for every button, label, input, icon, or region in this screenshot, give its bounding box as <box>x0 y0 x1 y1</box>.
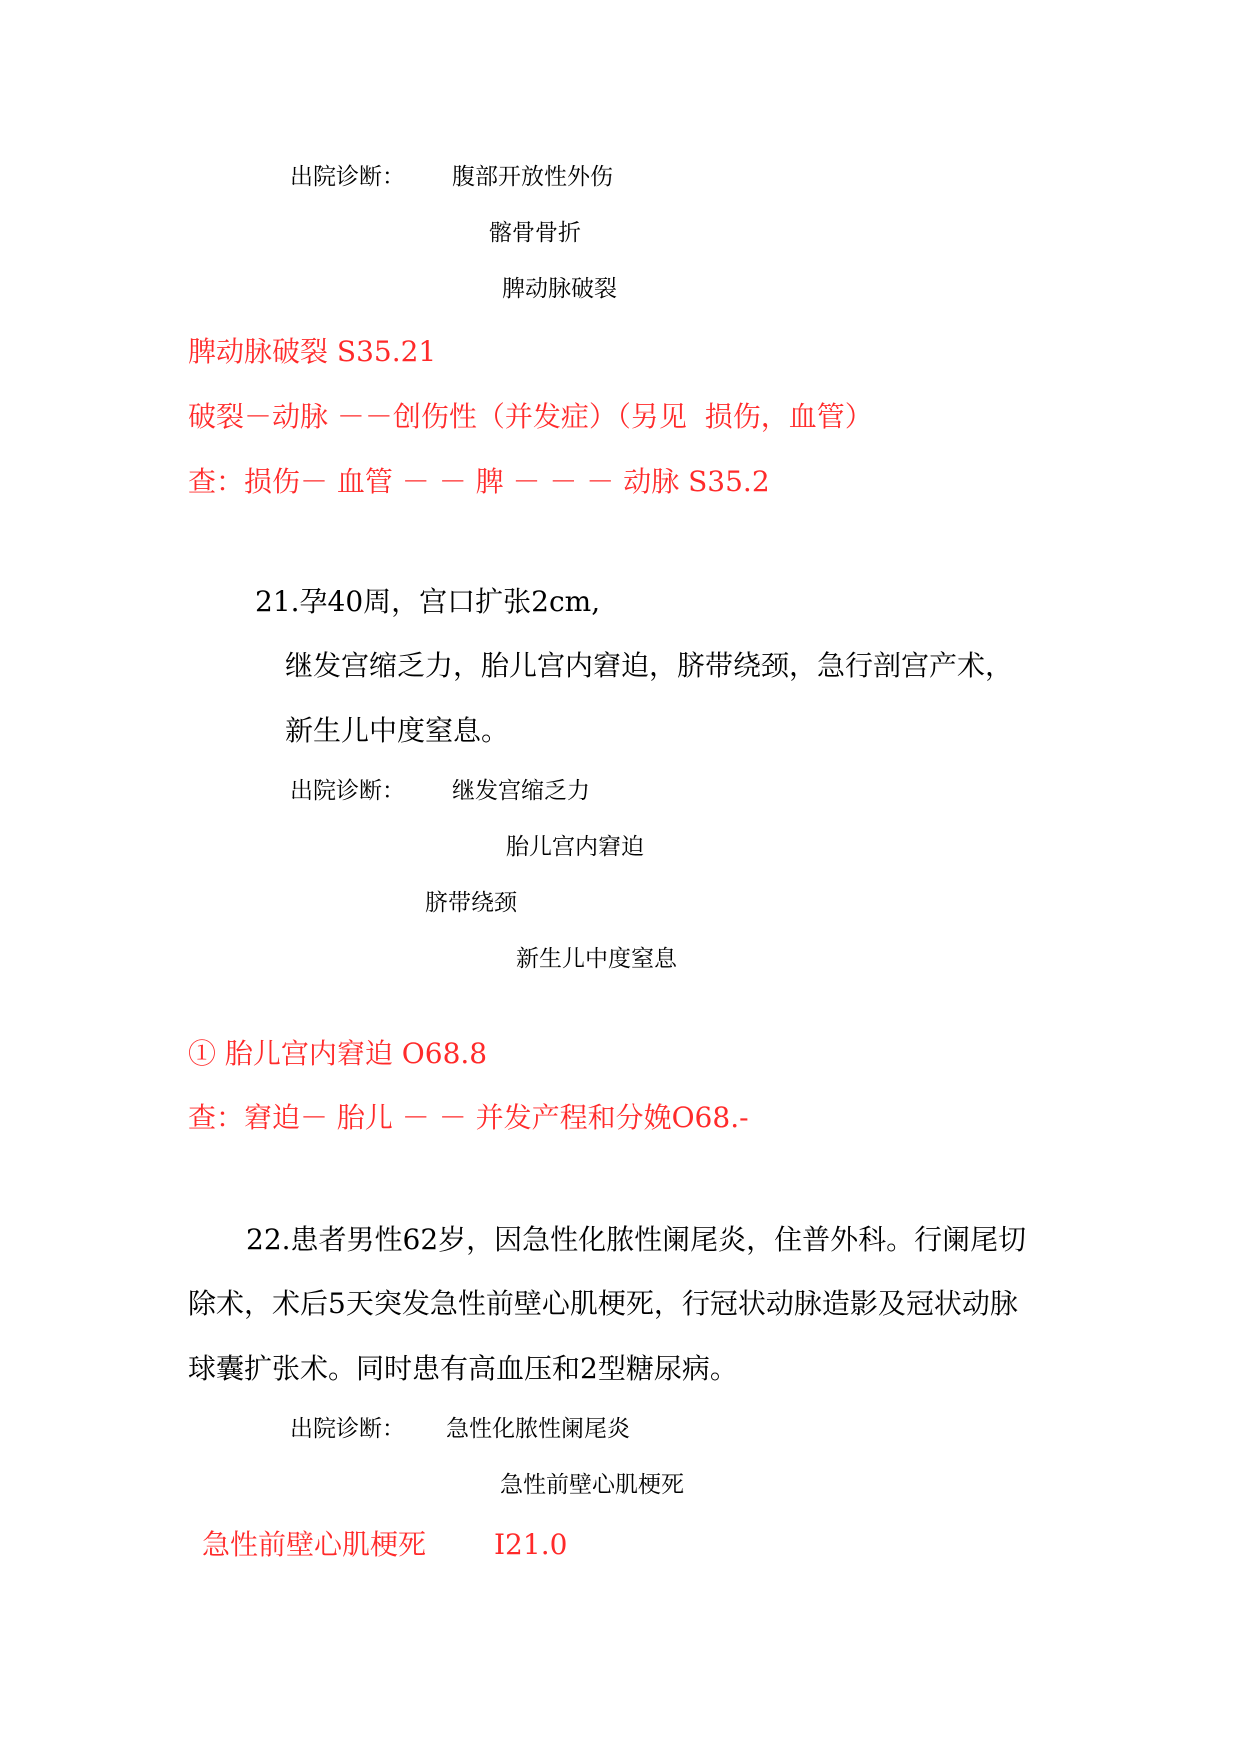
case21-diagnosis-4: 新生儿中度窒息 <box>516 946 677 972</box>
case21-code-line: ① 胎儿宫内窘迫 O68.8 <box>188 1037 488 1070</box>
case21-intro: 21.孕40周，宫口扩张2cm, <box>255 585 601 618</box>
case22-code-value: I21.0 <box>494 1528 568 1561</box>
case20-code-line: 脾动脉破裂 S35.21 <box>188 335 437 368</box>
case20-lookup-line: 查：损伤－ 血管 － － 脾 － － － 动脉 S35.2 <box>188 465 770 498</box>
case22-diagnosis-label: 出院诊断： <box>290 1416 405 1442</box>
case20-diagnosis-2: 髂骨骨折 <box>489 220 581 246</box>
case22-text-line-3: 球囊扩张术。同时患有高血压和2型糖尿病。 <box>188 1352 738 1385</box>
case22-code-name: 急性前壁心肌梗死 <box>202 1528 427 1561</box>
case21-description-2: 新生儿中度窒息。 <box>285 714 510 747</box>
case22-text-line-1: 22.患者男性62岁，因急性化脓性阑尾炎，住普外科。行阑尾切 <box>246 1223 1027 1256</box>
case22-diagnosis-2: 急性前壁心肌梗死 <box>500 1472 684 1498</box>
case21-diagnosis-1: 继发宫缩乏力 <box>452 778 590 804</box>
case21-description-1: 继发宫缩乏力，胎儿宫内窘迫，脐带绕颈，急行剖宫产术， <box>285 649 1014 682</box>
case21-diagnosis-2: 胎儿宫内窘迫 <box>506 834 644 860</box>
case20-diagnosis-label: 出院诊断： <box>290 164 405 190</box>
case22-diagnosis-1: 急性化脓性阑尾炎 <box>446 1416 630 1442</box>
case21-diagnosis-label: 出院诊断： <box>290 778 405 804</box>
case22-text-line-2: 除术，术后5天突发急性前壁心肌梗死，行冠状动脉造影及冠状动脉 <box>188 1287 1018 1320</box>
case20-diagnosis-1: 腹部开放性外伤 <box>452 164 613 190</box>
case21-lookup-line: 查：窘迫－ 胎儿 － － 并发产程和分娩O68.- <box>188 1101 749 1134</box>
case21-diagnosis-3: 脐带绕颈 <box>425 890 517 916</box>
case20-diagnosis-3: 脾动脉破裂 <box>502 276 617 302</box>
case20-rupture-line: 破裂－动脉 －－创伤性（并发症）（另见 损伤，血管） <box>188 400 873 433</box>
